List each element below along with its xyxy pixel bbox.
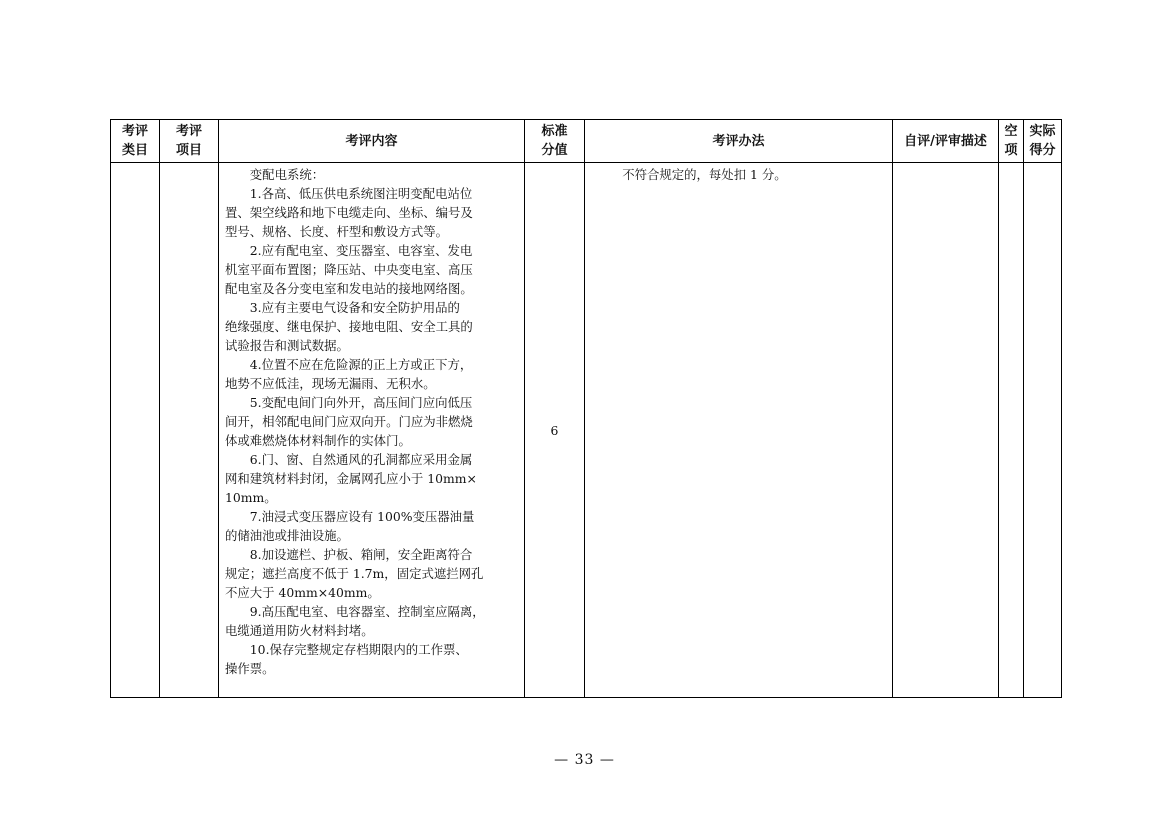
table-row [111, 163, 1062, 698]
not-applicable-cell [999, 163, 1024, 698]
header-item: 考评 项目 [160, 120, 219, 163]
actual-score-cell [1024, 163, 1062, 698]
header-content: 考评内容 [219, 120, 525, 163]
header-method: 考评办法 [585, 120, 893, 163]
content-cell: 变配电系统： 1.各高、低压供电系统图注明变配电站位 置、架空线路和地下电缆走向、坐标、编号及 型号、规格、长度、杆型和敷设方式等。 2.应有配电室、变压器室、电容室、发电 机室平面布置图；降压站、中央变电室、高压 配电室及各分变电室和发电站的接地网络图。 3.应有主要电气设备和安全防护用品的 绝缘强度、继电保护、接地电阻、安全工具的 试验报告和测试数据。 4.位置不应在危险源的正上方或正下方， 地势不应低洼，现场无漏雨、无积水。 5.变配电间门向外开，高压间门应向低压 间开，相邻配电间门应双向开。门应为非燃烧 体或难燃烧体材料制作的实体门。 6.门、窗、自然通风的孔洞都应采用金属 网和建筑材料封闭，金属网孔应小于 10mm× 10mm。 7.油浸式变压器应设有 100%变压器油量 的储油池或排油设施。 8.加设遮栏、护板、箱闸，安全距离符合 规定；遮拦高度不低于 1.7m，固定式遮拦网孔 不应大于 40mm×40mm。 9.高压配电室、电容器室、控制室应隔离， 电缆通道用防火材料封堵。 10.保存完整规定存档期限内的工作票、 操作票。 [219, 163, 525, 698]
category-cell [111, 163, 160, 698]
page-number: — 33 — [554, 752, 615, 768]
item-cell [160, 163, 219, 698]
header-standard-score: 标准 分值 [525, 120, 585, 163]
header-not-applicable: 空 项 [999, 120, 1024, 163]
standard-score-cell: 6 [525, 163, 585, 698]
header-actual-score: 实际 得分 [1024, 120, 1062, 163]
table-header-row [111, 120, 1062, 163]
evaluation-table [110, 119, 1062, 698]
header-self-evaluation: 自评/评审描述 [893, 120, 999, 163]
self-evaluation-cell [893, 163, 999, 698]
method-text: 不符合规定的，每处扣 1 分。 [622, 167, 787, 182]
method-cell [585, 163, 893, 698]
header-category: 考评 类目 [111, 120, 160, 163]
